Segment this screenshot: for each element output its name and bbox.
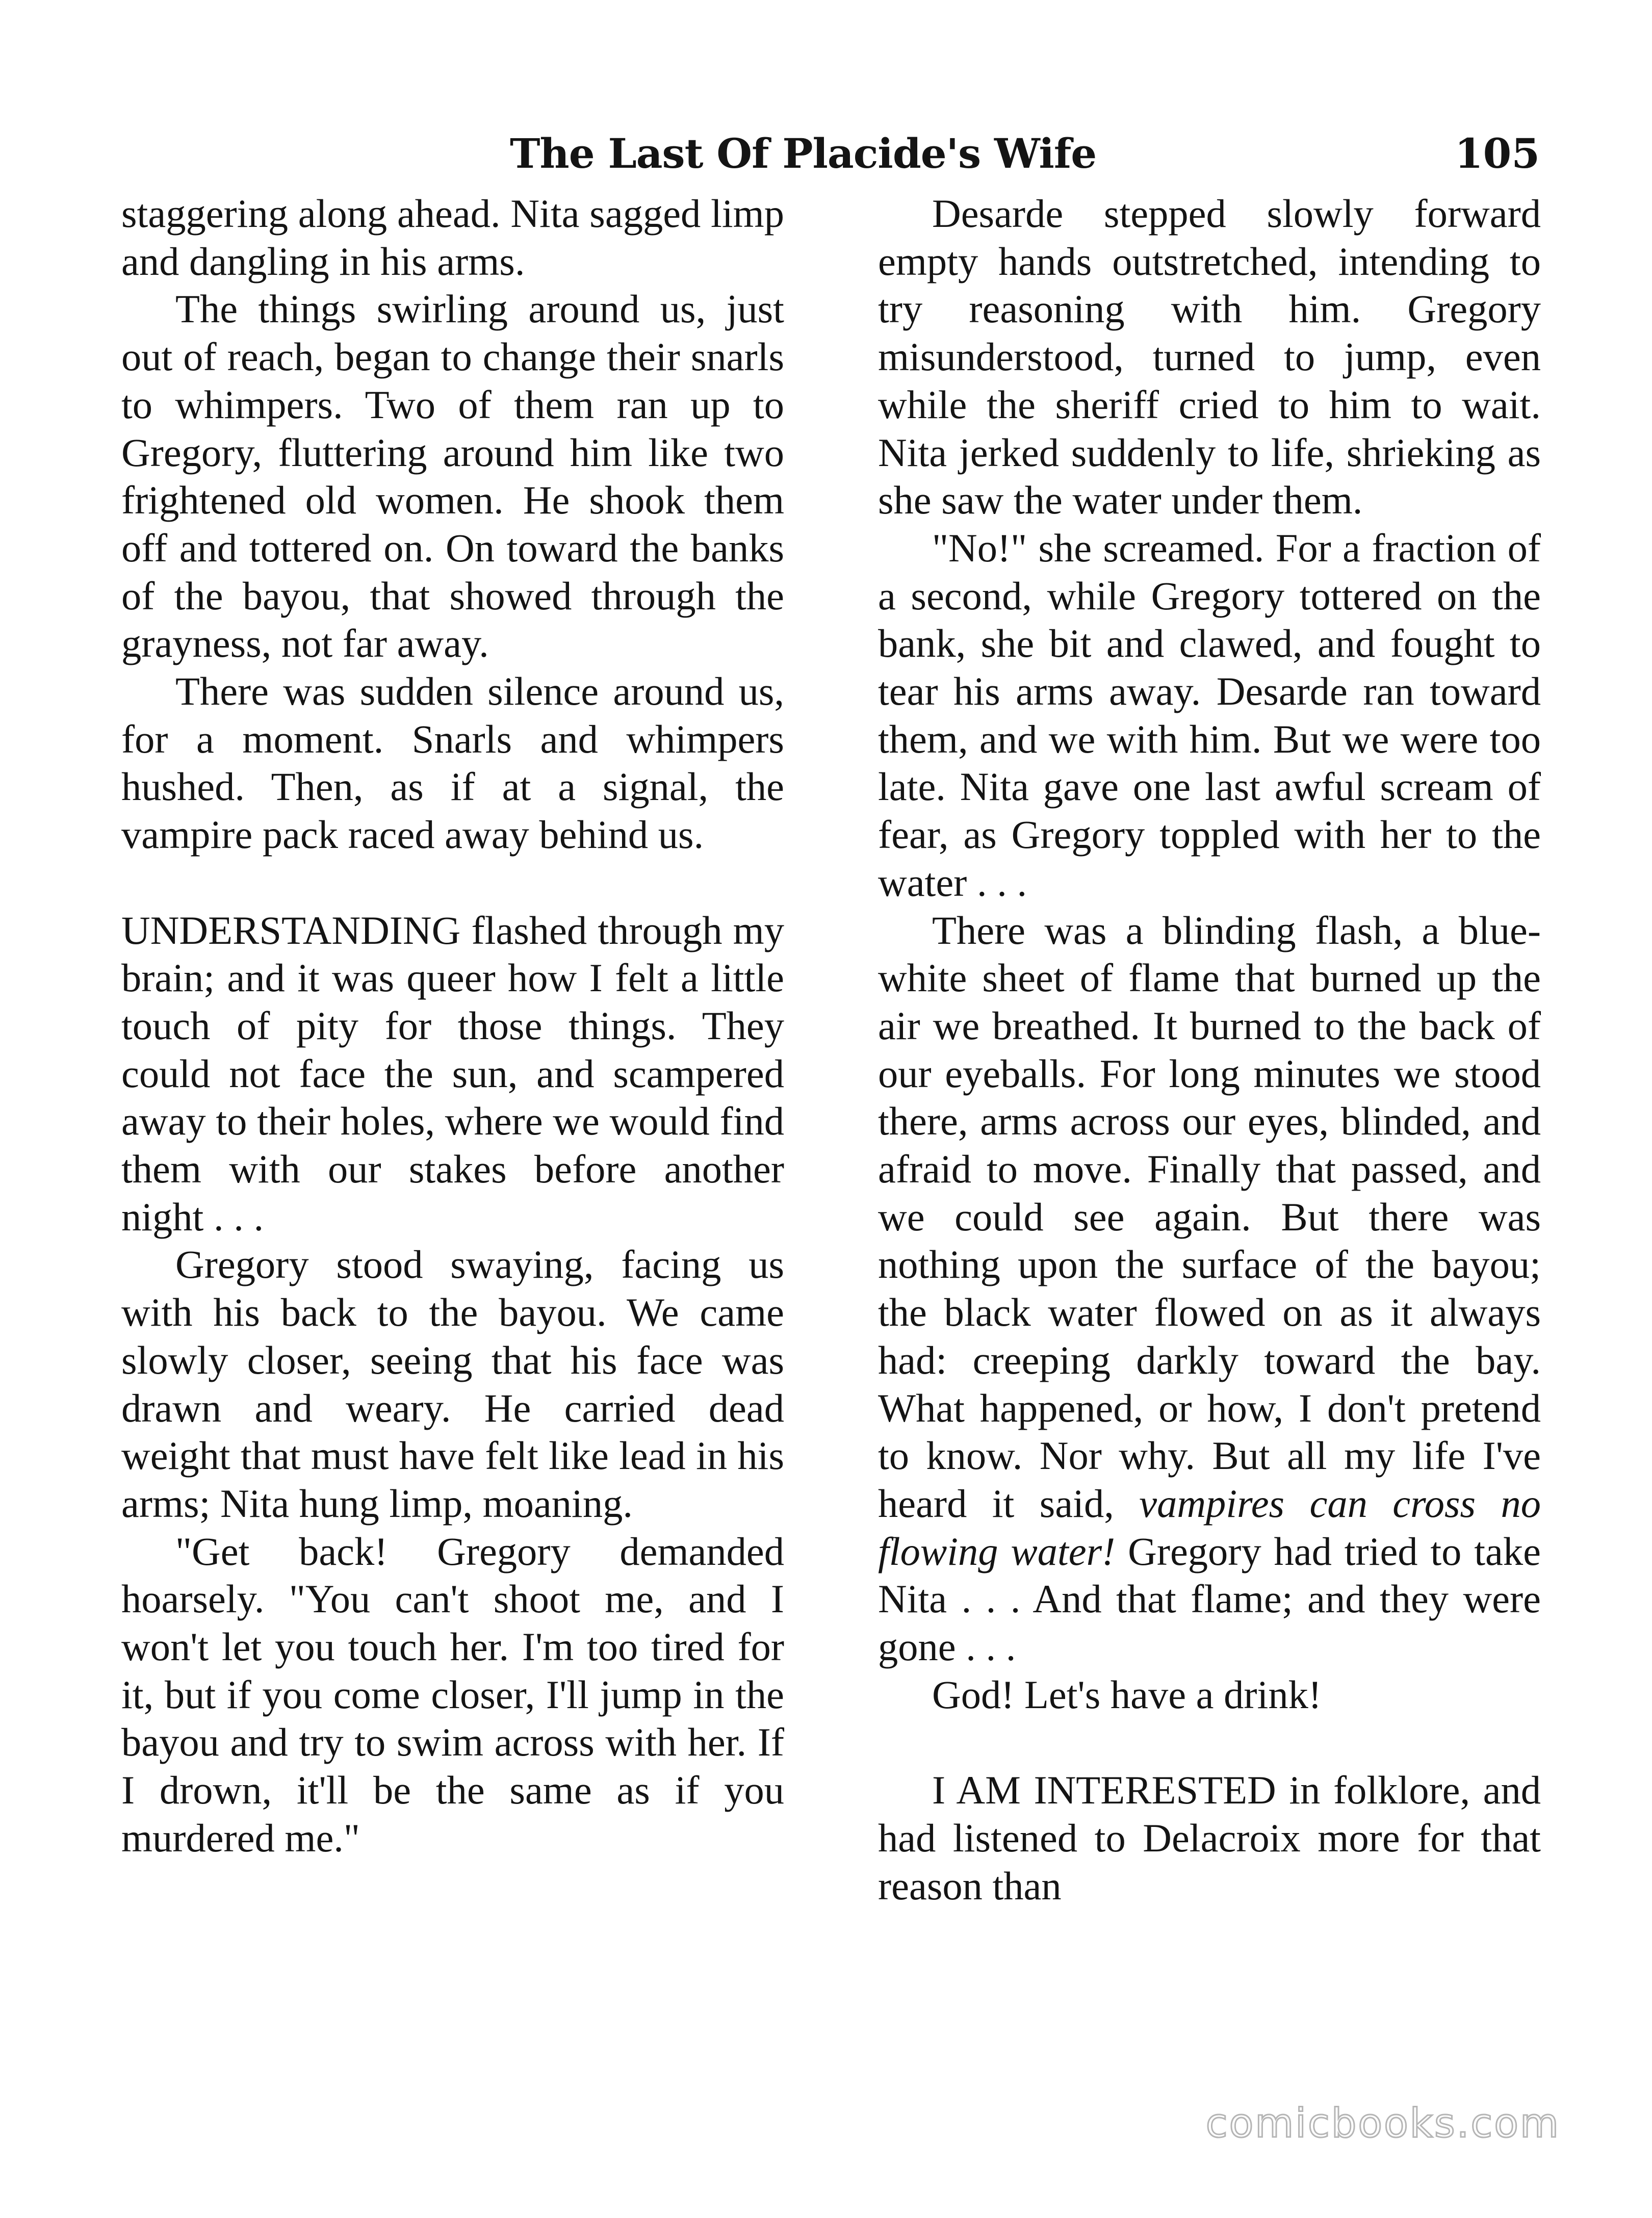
left-column bbox=[121, 190, 784, 1862]
paragraph bbox=[878, 907, 1541, 1671]
running-header bbox=[122, 120, 1550, 187]
paragraph: Gregory stood swaying, facing us with his back to the bayou. We came slowly closer, seeing that his face was drawn and weary. He carried dead weight that must have felt like lead in his arms; Nita hung limp, moaning. bbox=[121, 1242, 784, 1526]
page-number: 105 bbox=[1455, 130, 1540, 177]
paragraph-text: There was a blinding flash, a blue-white sheet of flame that burned up the air we breathed. It burned to the back of our eyeballs. For long minutes we stood there, arms across our eyes, blinded, and afraid to move. Finally that passed, and we could see again. But there was nothing upon the surface of the bayou; the black water flowed on as it always had: creeping darkly toward the bay. What happened, or how, I don't pretend to know. Nor why. But all my life I've heard it said, bbox=[878, 908, 1541, 1526]
section-break-paragraph: I AM INTERESTED in folklore, and had listened to Delacroix more for that reason than bbox=[878, 1768, 1541, 1908]
watermark: comicbooks.com bbox=[1205, 2101, 1560, 2147]
paragraph-continued: staggering along ahead. Nita sagged limp and dangling in his arms. bbox=[121, 191, 784, 283]
paragraph: The things swirling around us, just out of reach, began to change their snarls to whimpers. Two of them ran up to Gregory, fluttering around him like two frightened old women. He shook them off and tottered on. On toward the banks of the bayou, that showed through the grayness, not far away. bbox=[121, 287, 784, 666]
paragraph-text: Gregory had tried to take Nita . . . And that flame; and they were gone . . . bbox=[878, 1529, 1541, 1669]
running-title: The Last Of Placide's Wife bbox=[510, 130, 1097, 177]
paragraph: "Get back! Gregory demanded hoarsely. "You can't shoot me, and I won't let you touch her. I'm too tired for it, but if you come closer, I'll jump in the bayou and try to swim across with her. If I drown, it'll be the same as if you murdered me." bbox=[121, 1529, 784, 1860]
paragraph: Desarde stepped slowly forward empty hands outstretched, intending to try reasoning with him. Gregory misunderstood, turned to jump, even while the sheriff cried to him to wait. Nita jerked suddenly to life, shrieking as she saw the water under them. bbox=[878, 191, 1541, 523]
right-column bbox=[878, 190, 1541, 1910]
paragraph: "No!" she screamed. For a fraction of a second, while Gregory tottered on the bank, she bit and clawed, and fought to tear his arms away. Desarde ran toward them, and we with him. But we were too late. Nita gave one last awful scream of fear, as Gregory toppled with her to the water . . . bbox=[878, 525, 1541, 905]
paragraph: There was sudden silence around us, for a moment. Snarls and whimpers hushed. Then, as if at a signal, the vampire pack raced away behind us. bbox=[121, 669, 784, 857]
section-break-paragraph: UNDERSTANDING flashed through my brain; and it was queer how I felt a little touch of pity for those things. They could not face the sun, and scampered away to their holes, where we would find them with our stakes before another night . . . bbox=[121, 908, 784, 1239]
paragraph: God! Let's have a drink! bbox=[932, 1672, 1322, 1717]
italic-quote: vampires can cross no flowing water! bbox=[878, 1481, 1541, 1574]
